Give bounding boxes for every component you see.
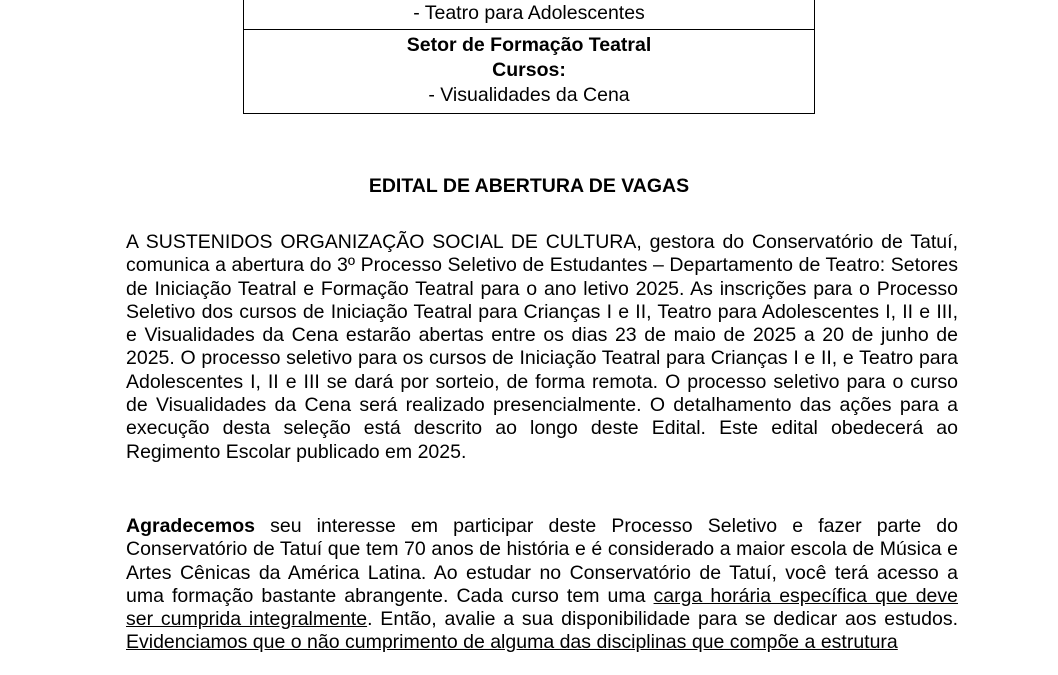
thanks-lead: Agradecemos: [126, 515, 255, 537]
courses-table: [243, 0, 815, 114]
table-cell-formacao-teatral: [244, 29, 814, 113]
table-cell-adolescentes: [244, 0, 814, 29]
thanks-text-a: seu interesse em participar deste Processo Seletivo e fazer parte do Conservatório de Tatuí que tem 70 anos de história e é considerado a maior escola de Música e Artes Cênicas da América Latina. Ao estudar no Conservatório de Tatuí, você terá acesso a uma formação bastante abrangente. Cada curso tem uma: [126, 515, 958, 607]
sector-heading: Setor de Formação Teatral: [406, 34, 652, 56]
thanks-text-b: . Então, avalie a sua disponibilidade para se dedicar aos estudos.: [367, 608, 958, 631]
thanks-paragraph: [126, 515, 958, 655]
courses-subheading: Cursos:: [492, 59, 566, 81]
course-item-visualidades: - Visualidades da Cena: [428, 84, 630, 106]
non-compliance-emphasis: Evidenciamos que o não cumprimento de alguma das disciplinas que compõe a estrutura: [126, 631, 898, 654]
intro-paragraph: A SUSTENIDOS ORGANIZAÇÃO SOCIAL DE CULTURA, gestora do Conservatório de Tatuí, comunica a abertura do 3º Processo Seletivo de Estudantes – Departamento de Teatro: Setores de Iniciação Teatral e Formação Teatral para o ano letivo 2025. As inscrições para o Processo Seletivo dos cursos de Iniciação Teatral para Crianças I e II, Teatro para Adolescentes I, II e III, e Visualidades da Cena estarão abertas entre os dias 23 de maio de 2025 a 20 de junho de 2025. O processo seletivo para os cursos de Iniciação Teatral para Crianças I e II, e Teatro para Adolescentes I, II e III se dará por sorteio, de forma remota. O processo seletivo para o curso de Visualidades da Cena será realizado presencialmente. O detalhamento das ações para a execução desta seleção está descrito ao longo deste Edital. Este edital obedecerá ao Regimento Escolar publicado em 2025.: [126, 231, 958, 463]
document-title: EDITAL DE ABERTURA DE VAGAS: [368, 175, 690, 197]
course-item-teatro-adolescentes: - Teatro para Adolescentes: [413, 2, 645, 24]
workload-emphasis: carga horária específica que deve ser cumprida integralmente: [126, 584, 958, 631]
